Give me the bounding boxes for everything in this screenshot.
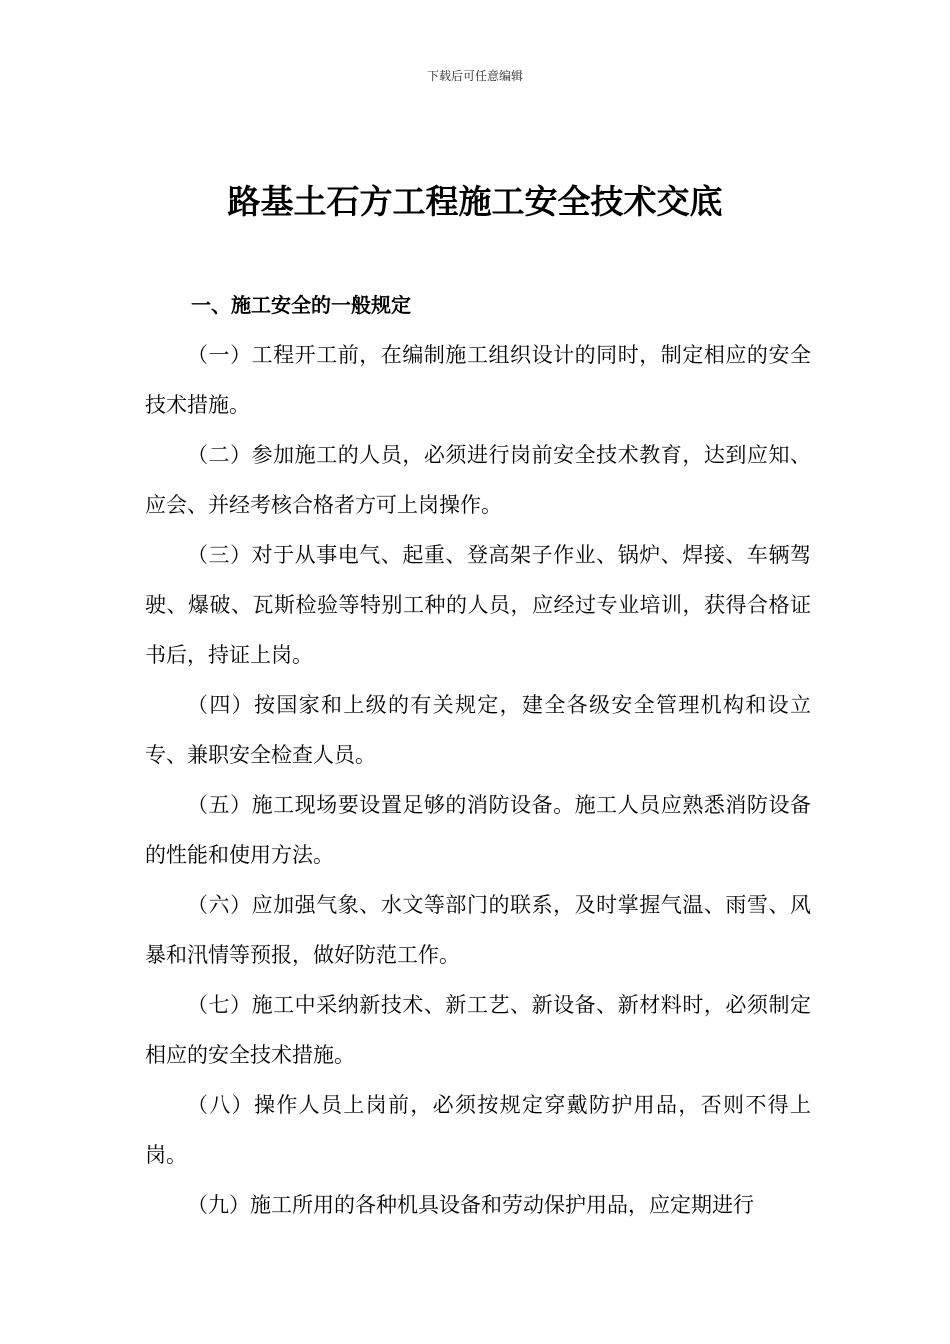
paragraph-7: （七）施工中采纳新技术、新工艺、新设备、新材料时，必须制定相应的安全技术措施。 (145, 993, 811, 1067)
paragraph-5: （五）施工现场要设置足够的消防设备。施工人员应熟悉消防设备的性能和使用方法。 (145, 793, 811, 867)
document-body (145, 280, 811, 1230)
paragraph-3: （三）对于从事电气、起重、登高架子作业、锅炉、焊接、车辆驾驶、爆破、瓦斯检验等特别工种的人员，应经过专业培训，获得合格证书后，持证上岗。 (145, 543, 811, 667)
paragraph-1: （一）工程开工前，在编制施工组织设计的同时，制定相应的安全技术措施。 (145, 343, 811, 417)
paragraph-6: （六）应加强气象、水文等部门的联系，及时掌握气温、雨雪、风暴和汛情等预报，做好防范工作。 (145, 893, 811, 967)
paragraph-4: （四）按国家和上级的有关规定，建全各级安全管理机构和设立专、兼职安全检查人员。 (145, 693, 811, 767)
paragraph-8: （八）操作人员上岗前，必须按规定穿戴防护用品，否则不得上岗。 (145, 1093, 811, 1167)
page-header-note: 下载后可任意编辑 (426, 69, 523, 83)
paragraph-2: （二）参加施工的人员，必须进行岗前安全技术教育，达到应知、应会、并经考核合格者方可上岗操作。 (145, 443, 811, 517)
document-title: 路基土石方工程施工安全技术交底 (227, 182, 723, 221)
section-heading: 一、施工安全的一般规定 (191, 293, 411, 317)
paragraph-9: （九）施工所用的各种机具设备和劳动保护用品，应定期进行 (187, 1193, 754, 1217)
